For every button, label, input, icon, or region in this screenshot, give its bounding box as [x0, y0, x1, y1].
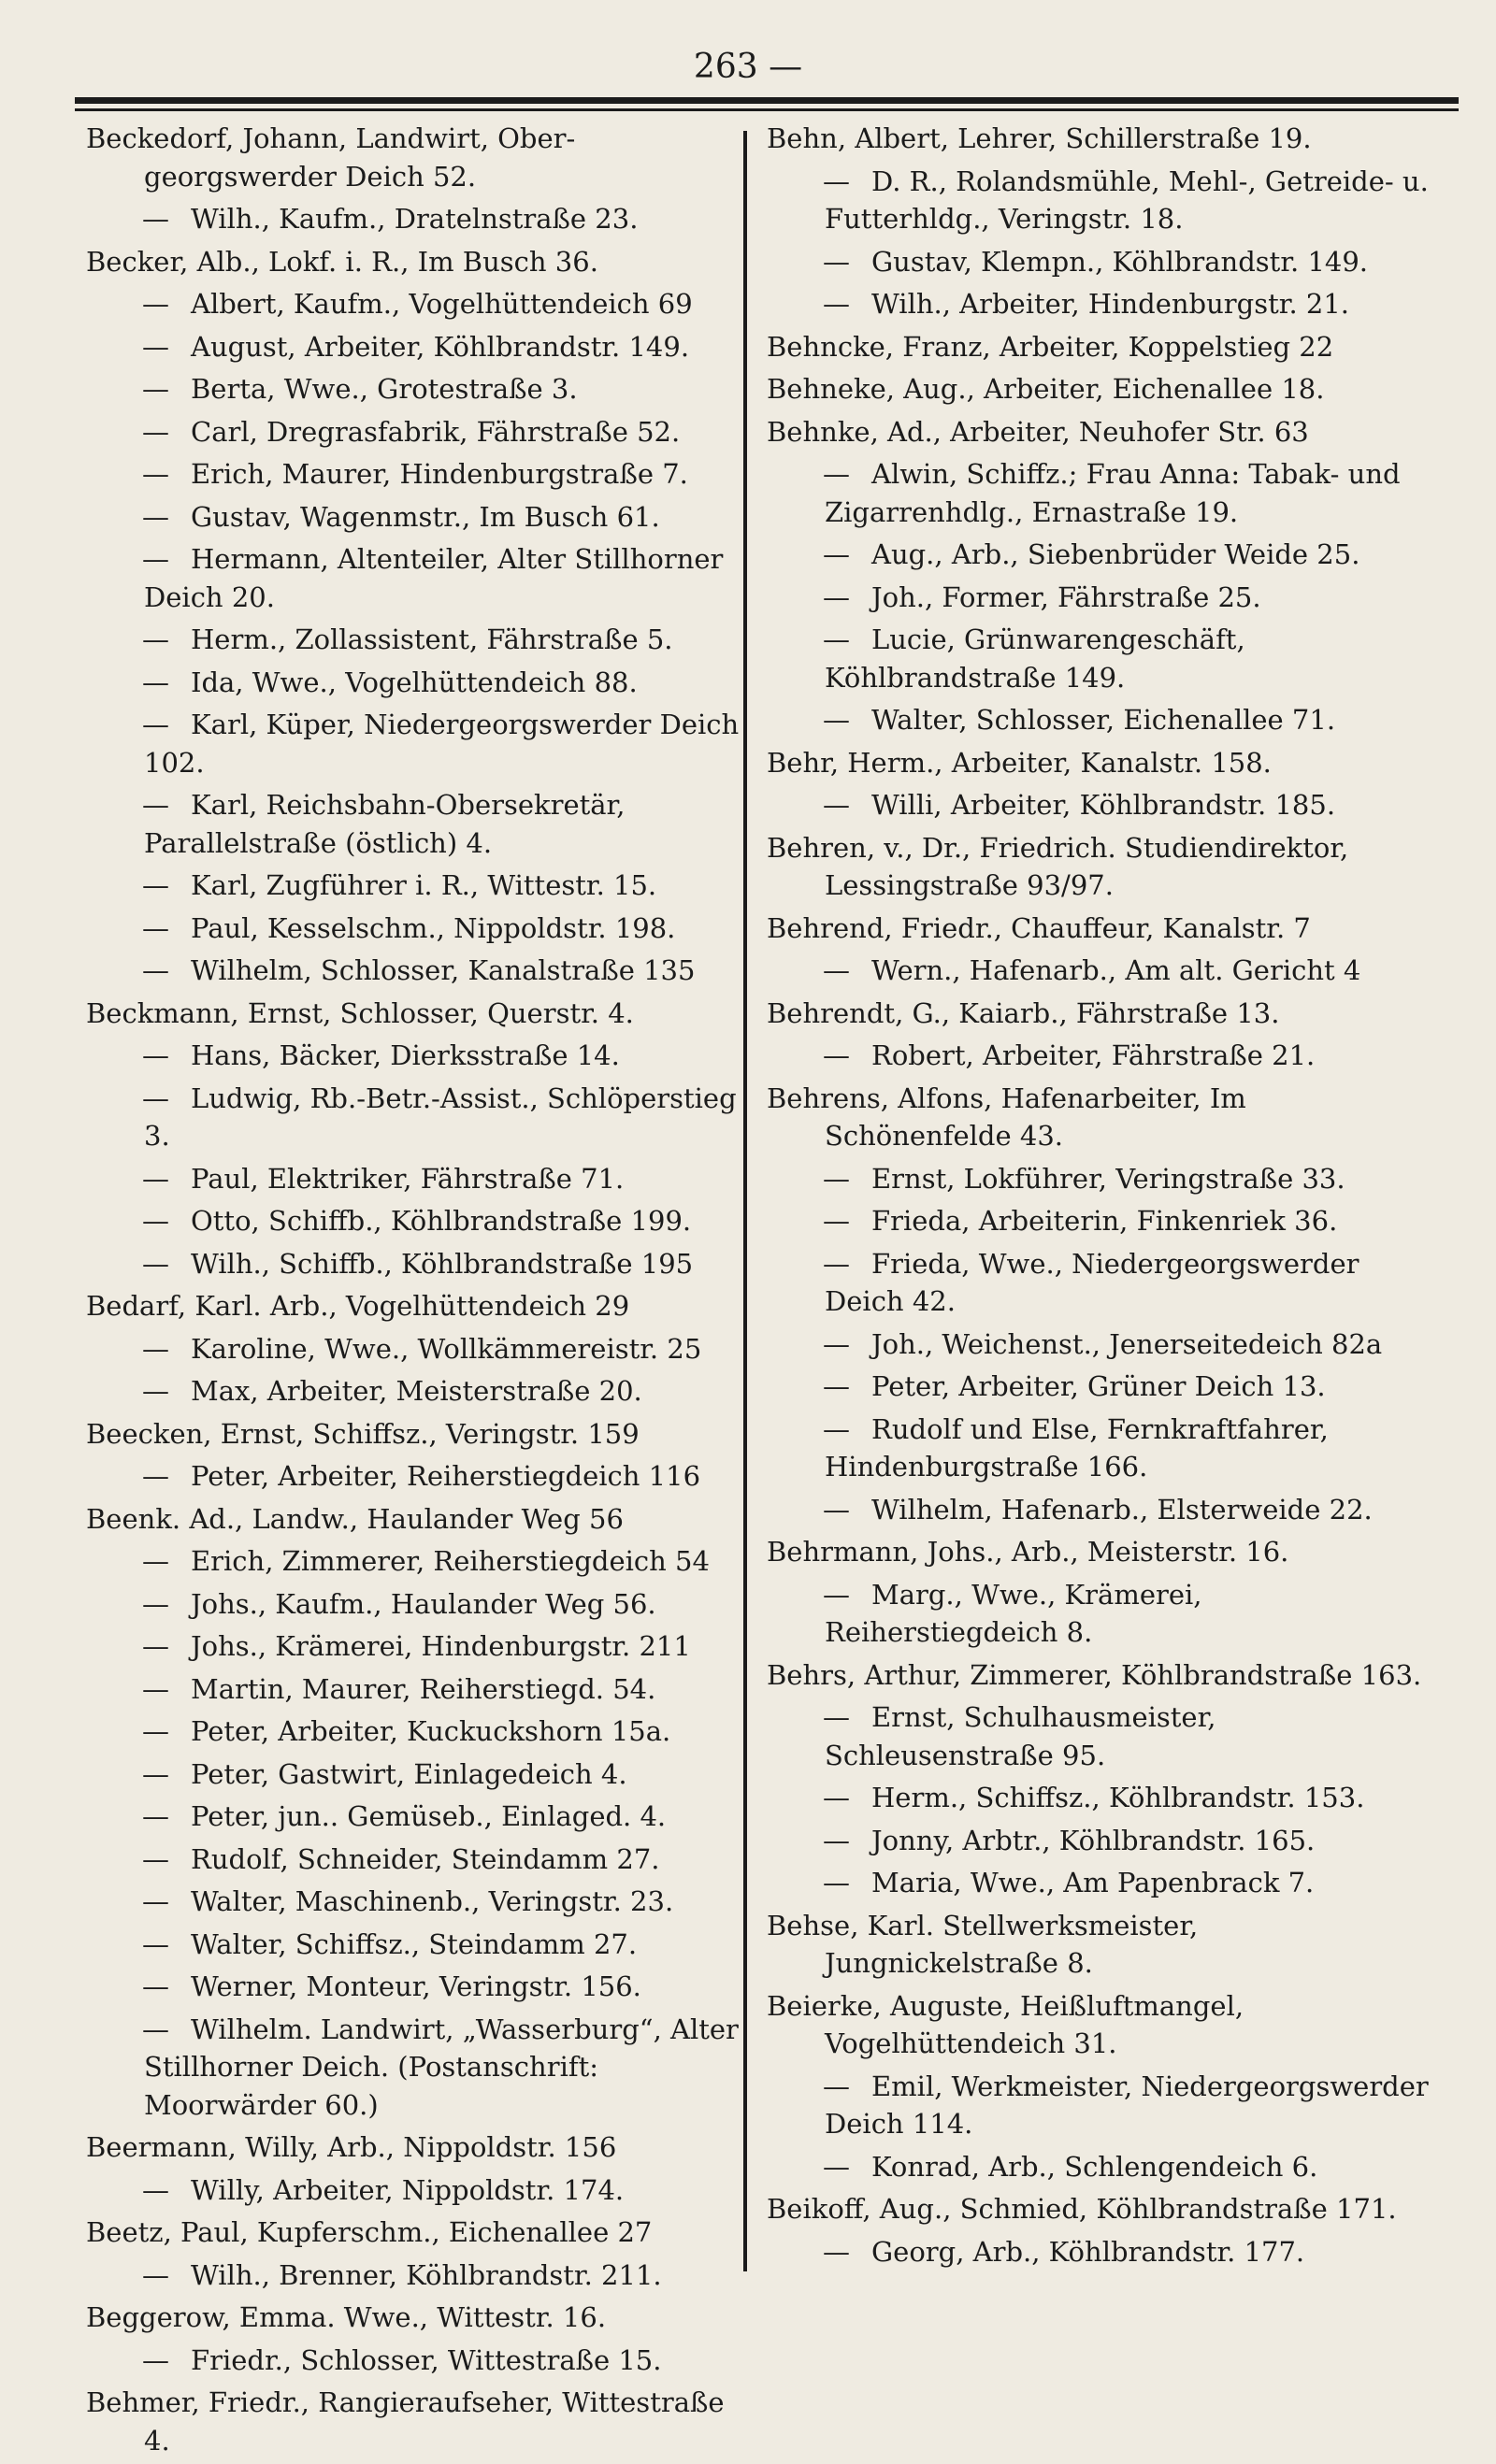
directory-entry — [767, 995, 1435, 1033]
repeat-dash: — — [142, 1082, 169, 1114]
entry-text: Behren, v., Dr., Friedrich. Studiendirektor, Lessingstraße 93/97. — [767, 831, 1349, 901]
entry-text: Joh., Weichenst., Jenerseitedeich 82a — [871, 1327, 1383, 1360]
repeat-dash: — — [142, 1800, 169, 1832]
repeat-dash: — — [823, 1782, 850, 1813]
entry-text: Karl, Küper, Niedergeorgswerder Deich 102. — [144, 709, 740, 779]
repeat-dash: — — [142, 2258, 169, 2291]
entry-text: Wilhelm, Schlosser, Kanalstraße 135 — [191, 954, 696, 986]
entry-text: Otto, Schiffb., Köhlbrandstraße 199. — [191, 1205, 692, 1237]
entry-text: Emil, Werkmeister, Niedergeorgswerder Deich 114. — [825, 2070, 1429, 2140]
repeat-dash: — — [142, 543, 169, 575]
entry-text: Marg., Wwe., Krämerei, Reiherstiegdeich 8. — [825, 1578, 1202, 1648]
repeat-dash: — — [823, 2235, 850, 2268]
repeat-dash: — — [142, 954, 169, 986]
repeat-dash: — — [823, 1327, 850, 1360]
directory-entry — [767, 1325, 1435, 1364]
directory-entry — [767, 1864, 1435, 1902]
directory-entry — [86, 1542, 755, 1581]
entry-text: Ludwig, Rb.-Betr.-Assist., Schlöperstieg 3. — [144, 1082, 737, 1152]
left-column — [86, 120, 755, 2464]
directory-entry — [767, 2148, 1435, 2186]
repeat-dash: — — [823, 1370, 850, 1402]
entry-text: Ernst, Schulhausmeister, Schleusenstraße 95. — [825, 1701, 1216, 1771]
entry-text: Peter, Arbeiter, Kuckuckshorn 15a. — [191, 1715, 671, 1747]
directory-entry — [86, 1670, 755, 1709]
directory-entry — [767, 910, 1435, 948]
entry-text: Wilhelm, Hafenarb., Elsterweide 22. — [871, 1493, 1373, 1526]
repeat-dash: — — [142, 2013, 169, 2045]
repeat-dash: — — [142, 458, 169, 490]
directory-entry — [767, 1656, 1435, 1695]
entry-text: Paul, Kesselschm., Nippoldstr. 198. — [191, 911, 676, 944]
entry-text: Ida, Wwe., Vogelhüttendeich 88. — [191, 666, 638, 698]
directory-entry — [86, 1755, 755, 1794]
entry-text: Peter, jun.. Gemüseb., Einlaged. 4. — [191, 1800, 667, 1832]
entry-text: Carl, Dregrasfabrik, Fährstraße 52. — [191, 415, 681, 448]
entry-text: Willi, Arbeiter, Köhlbrandstr. 185. — [871, 789, 1336, 821]
directory-entry — [767, 2233, 1435, 2271]
directory-entry — [86, 706, 755, 781]
entry-text: Robert, Arbeiter, Fährstraße 21. — [871, 1039, 1316, 1071]
entry-text: Wilh., Kaufm., Dratelnstraße 23. — [191, 203, 639, 235]
entry-text: Joh., Former, Fährstraße 25. — [871, 580, 1261, 613]
entry-text: Werner, Monteur, Veringstr. 156. — [191, 1970, 641, 2002]
repeat-dash: — — [142, 666, 169, 698]
entry-text: Beikoff, Aug., Schmied, Köhlbrandstraße 171. — [767, 2193, 1397, 2225]
entry-text: Wilh., Arbeiter, Hindenburgstr. 21. — [871, 288, 1349, 320]
directory-entry — [767, 1245, 1435, 1321]
entry-text: Georg, Arb., Köhlbrandstr. 177. — [871, 2235, 1305, 2268]
entry-text: Lucie, Grünwarengeschäft, Köhlbrandstraße 149. — [825, 623, 1245, 694]
entry-text: Alwin, Schiffz.; Frau Anna: Tabak- und Zigarrenhdlg., Ernastraße 19. — [825, 458, 1401, 528]
repeat-dash: — — [823, 1701, 850, 1733]
directory-entry — [767, 786, 1435, 824]
entry-text: Erich, Zimmerer, Reiherstiegdeich 54 — [191, 1545, 710, 1577]
entry-text: Becker, Alb., Lokf. i. R., Im Busch 36. — [86, 245, 598, 278]
entry-text: Frieda, Arbeiterin, Finkenriek 36. — [871, 1205, 1338, 1237]
entry-text: Rudolf und Else, Fernkraftfahrer, Hindenburgstraße 166. — [825, 1412, 1329, 1483]
entry-text: Behr, Herm., Arbeiter, Kanalstr. 158. — [767, 746, 1272, 779]
repeat-dash: — — [823, 1039, 850, 1071]
directory-entry — [767, 829, 1435, 905]
directory-entry — [767, 120, 1435, 158]
repeat-dash: — — [142, 330, 169, 363]
repeat-dash: — — [142, 623, 169, 655]
entry-text: Behrens, Alfons, Hafenarbeiter, Im Schönenfelde 43. — [767, 1082, 1246, 1152]
repeat-dash: — — [142, 1375, 169, 1407]
directory-entry — [86, 786, 755, 862]
directory-entry — [86, 455, 755, 494]
directory-entry — [767, 2190, 1435, 2228]
repeat-dash: — — [142, 1545, 169, 1577]
entry-text: Johs., Kaufm., Haulander Weg 56. — [191, 1587, 656, 1620]
header-rule-thick — [75, 97, 1459, 104]
repeat-dash: — — [142, 373, 169, 405]
entry-text: Max, Arbeiter, Meisterstraße 20. — [191, 1375, 642, 1407]
entry-text: Maria, Wwe., Am Papenbrack 7. — [871, 1867, 1315, 1898]
entry-text: Behrendt, G., Kaiarb., Fährstraße 13. — [767, 996, 1280, 1029]
repeat-dash: — — [823, 1162, 850, 1195]
directory-entry — [767, 1160, 1435, 1198]
entry-text: Wilhelm. Landwirt, „Wasserburg“, Alter Stillhorner Deich. (Postanschrift: Moorwärder 60.) — [144, 2013, 739, 2121]
repeat-dash: — — [142, 288, 169, 320]
entry-text: Wilh., Brenner, Köhlbrandstr. 211. — [191, 2258, 662, 2291]
page-number: 263 — — [693, 48, 803, 86]
directory-entry — [767, 1037, 1435, 1075]
directory-entry — [86, 1926, 755, 1964]
entry-text: Beckedorf, Johann, Landwirt, Ober-georgswerder Deich 52. — [86, 122, 576, 193]
entry-text: Bedarf, Karl. Arb., Vogelhüttendeich 29 — [86, 1290, 630, 1322]
directory-entry — [86, 1883, 755, 1921]
directory-entry — [767, 285, 1435, 323]
directory-entry — [86, 413, 755, 451]
directory-entry — [767, 536, 1435, 574]
directory-entry — [767, 455, 1435, 531]
directory-entry — [767, 701, 1435, 739]
directory-entry — [86, 2342, 755, 2380]
entry-text: Friedr., Schlosser, Wittestraße 15. — [191, 2343, 662, 2376]
directory-entry — [767, 1822, 1435, 1860]
repeat-dash: — — [823, 538, 850, 570]
directory-entry — [86, 243, 755, 281]
directory-entry — [86, 2384, 755, 2459]
entry-text: Johs., Krämerei, Hindenburgstr. 211 — [191, 1630, 691, 1662]
directory-entry — [767, 621, 1435, 696]
directory-entry — [767, 1533, 1435, 1571]
repeat-dash: — — [142, 1039, 169, 1071]
entry-text: Behnke, Ad., Arbeiter, Neuhofer Str. 63 — [767, 415, 1309, 448]
directory-entry — [86, 1585, 755, 1624]
entry-text: Beierke, Auguste, Heißluftmangel, Vogelhüttendeich 31. — [767, 1989, 1244, 2059]
repeat-dash: — — [823, 1412, 850, 1445]
directory-entry — [86, 1841, 755, 1879]
directory-entry — [86, 285, 755, 323]
directory-entry — [86, 1372, 755, 1411]
repeat-dash: — — [142, 1757, 169, 1790]
directory-entry — [86, 1968, 755, 2006]
entry-text: Peter, Arbeiter, Reiherstiegdeich 116 — [191, 1460, 701, 1492]
repeat-dash: — — [823, 1493, 850, 1526]
directory-entry — [86, 2299, 755, 2337]
entry-text: Walter, Maschinenb., Veringstr. 23. — [191, 1885, 674, 1917]
repeat-dash: — — [142, 500, 169, 533]
entry-text: Hans, Bäcker, Dierksstraße 14. — [191, 1039, 620, 1071]
repeat-dash: — — [823, 1824, 850, 1856]
repeat-dash: — — [142, 203, 169, 235]
directory-entry — [86, 2011, 755, 2125]
entry-text: Beckmann, Ernst, Schlosser, Querstr. 4. — [86, 996, 634, 1029]
repeat-dash: — — [823, 704, 850, 736]
header-rule-thin — [75, 108, 1459, 111]
entry-text: Herm., Schiffsz., Köhlbrandstr. 153. — [871, 1782, 1365, 1813]
entry-text: Beggerow, Emma. Wwe., Wittestr. 16. — [86, 2301, 607, 2333]
directory-entry — [767, 1907, 1435, 1983]
directory-entry — [86, 328, 755, 366]
repeat-dash: — — [142, 709, 169, 740]
entry-text: Hermann, Altenteiler, Alter Stillhorner Deich 20. — [144, 543, 724, 613]
repeat-dash: — — [142, 1162, 169, 1195]
directory-entry — [86, 1457, 755, 1496]
directory-entry — [767, 243, 1435, 281]
directory-entry — [86, 120, 755, 195]
entry-text: Beetz, Paul, Kupferschm., Eichenallee 27 — [86, 2216, 653, 2248]
entry-text: Gustav, Klempn., Köhlbrandstr. 149. — [871, 245, 1369, 278]
repeat-dash: — — [823, 580, 850, 613]
repeat-dash: — — [142, 1460, 169, 1492]
directory-entry — [86, 2256, 755, 2295]
entry-text: Peter, Arbeiter, Grüner Deich 13. — [871, 1370, 1326, 1402]
directory-entry — [86, 1627, 755, 1666]
directory-entry — [86, 867, 755, 905]
right-column — [767, 120, 1435, 2275]
directory-entry — [86, 621, 755, 659]
entry-text: Karoline, Wwe., Wollkämmereistr. 25 — [191, 1332, 702, 1365]
entry-text: Ernst, Lokführer, Veringstraße 33. — [871, 1162, 1345, 1195]
directory-entry — [86, 200, 755, 238]
directory-entry — [767, 1080, 1435, 1155]
entry-text: August, Arbeiter, Köhlbrandstr. 149. — [191, 330, 690, 363]
directory-entry — [767, 413, 1435, 451]
entry-text: Wilh., Schiffb., Köhlbrandstraße 195 — [191, 1247, 694, 1280]
repeat-dash: — — [142, 1247, 169, 1280]
directory-entry — [767, 579, 1435, 617]
directory-entry — [767, 1368, 1435, 1406]
directory-entry — [767, 2068, 1435, 2143]
entry-text: Beenk. Ad., Landw., Haulander Weg 56 — [86, 1502, 624, 1535]
directory-entry — [767, 1779, 1435, 1817]
repeat-dash: — — [823, 1867, 850, 1898]
repeat-dash: — — [142, 415, 169, 448]
directory-entry — [86, 995, 755, 1033]
directory-entry — [86, 2128, 755, 2167]
entry-text: Wern., Hafenarb., Am alt. Gericht 4 — [871, 954, 1361, 986]
entry-text: Walter, Schiffsz., Steindamm 27. — [191, 1927, 638, 1960]
repeat-dash: — — [823, 288, 850, 320]
directory-entry — [86, 1798, 755, 1836]
entry-text: Herm., Zollassistent, Fährstraße 5. — [191, 623, 673, 655]
directory-entry — [767, 328, 1435, 366]
entry-text: Peter, Gastwirt, Einlagedeich 4. — [191, 1757, 627, 1790]
repeat-dash: — — [142, 1205, 169, 1237]
repeat-dash: — — [142, 1970, 169, 2002]
directory-entry — [86, 952, 755, 990]
entry-text: Behmer, Friedr., Rangieraufseher, Wittestraße 4. — [86, 2386, 725, 2457]
entry-text: Behrs, Arthur, Zimmerer, Köhlbrandstraße 163. — [767, 1658, 1422, 1691]
repeat-dash: — — [823, 2150, 850, 2183]
directory-entry — [767, 1202, 1435, 1240]
directory-entry — [767, 744, 1435, 782]
entry-text: Erich, Maurer, Hindenburgstraße 7. — [191, 458, 688, 490]
repeat-dash: — — [823, 954, 850, 986]
directory-entry — [767, 1698, 1435, 1774]
directory-entry — [767, 1987, 1435, 2063]
directory-entry — [86, 664, 755, 702]
entry-text: Behrmann, Johs., Arb., Meisterstr. 16. — [767, 1536, 1289, 1568]
directory-entry — [86, 1287, 755, 1325]
directory-entry — [767, 1576, 1435, 1652]
directory-entry — [86, 1500, 755, 1539]
repeat-dash: — — [823, 165, 850, 197]
directory-entry — [86, 2213, 755, 2252]
entry-text: Konrad, Arb., Schlengendeich 6. — [871, 2150, 1318, 2183]
entry-text: Aug., Arb., Siebenbrüder Weide 25. — [871, 538, 1360, 570]
entry-text: Frieda, Wwe., Niedergeorgswerder Deich 42. — [825, 1247, 1359, 1317]
repeat-dash: — — [142, 911, 169, 944]
directory-entry — [767, 370, 1435, 408]
entry-text: Behneke, Aug., Arbeiter, Eichenallee 18. — [767, 373, 1325, 405]
directory-entry — [86, 1330, 755, 1368]
repeat-dash: — — [823, 789, 850, 821]
entry-text: Berta, Wwe., Grotestraße 3. — [191, 373, 578, 405]
entry-text: Martin, Maurer, Reiherstiegd. 54. — [191, 1672, 656, 1705]
directory-entry — [86, 1202, 755, 1240]
repeat-dash: — — [142, 1885, 169, 1917]
repeat-dash: — — [823, 458, 850, 490]
repeat-dash: — — [142, 1630, 169, 1662]
entry-text: Rudolf, Schneider, Steindamm 27. — [191, 1842, 660, 1875]
repeat-dash: — — [142, 1715, 169, 1747]
entry-text: D. R., Rolandsmühle, Mehl-, Getreide- u. Futterhldg., Veringstr. 18. — [825, 165, 1429, 235]
entry-text: Beermann, Willy, Arb., Nippoldstr. 156 — [86, 2131, 617, 2163]
directory-entry — [86, 2171, 755, 2210]
repeat-dash: — — [142, 1587, 169, 1620]
repeat-dash: — — [142, 2343, 169, 2376]
directory-entry — [86, 1415, 755, 1454]
repeat-dash: — — [823, 1205, 850, 1237]
directory-entry — [86, 498, 755, 537]
entry-text: Behrend, Friedr., Chauffeur, Kanalstr. 7 — [767, 911, 1311, 944]
directory-entry — [767, 1411, 1435, 1486]
repeat-dash: — — [823, 1247, 850, 1280]
entry-text: Gustav, Wagenmstr., Im Busch 61. — [191, 500, 660, 533]
repeat-dash: — — [142, 789, 169, 821]
repeat-dash: — — [142, 869, 169, 901]
directory-entry — [86, 1160, 755, 1198]
entry-text: Karl, Reichsbahn-Obersekretär, Parallelstraße (östlich) 4. — [144, 789, 626, 859]
directory-entry — [86, 370, 755, 408]
entry-text: Karl, Zugführer i. R., Wittestr. 15. — [191, 869, 657, 901]
directory-entry — [767, 1491, 1435, 1529]
entry-text: Jonny, Arbtr., Köhlbrandstr. 165. — [871, 1824, 1316, 1856]
directory-entry — [86, 540, 755, 616]
directory-entry — [86, 1245, 755, 1283]
entry-text: Behse, Karl. Stellwerksmeister, Jungnickelstraße 8. — [767, 1909, 1199, 1979]
directory-entry — [767, 952, 1435, 990]
repeat-dash: — — [823, 623, 850, 655]
repeat-dash: — — [823, 245, 850, 278]
entry-text: Behn, Albert, Lehrer, Schillerstraße 19. — [767, 122, 1312, 154]
entry-text: Albert, Kaufm., Vogelhüttendeich 69 — [191, 288, 693, 320]
repeat-dash: — — [823, 1578, 850, 1611]
directory-entry — [86, 1037, 755, 1075]
entry-text: Paul, Elektriker, Fährstraße 71. — [191, 1162, 625, 1195]
repeat-dash: — — [142, 1842, 169, 1875]
entry-text: Walter, Schlosser, Eichenallee 71. — [871, 704, 1336, 736]
directory-entry — [86, 1712, 755, 1751]
directory-entry — [86, 1080, 755, 1155]
directory-entry — [86, 910, 755, 948]
directory-entry — [767, 163, 1435, 238]
entry-text: Willy, Arbeiter, Nippoldstr. 174. — [191, 2173, 625, 2206]
entry-text: Behncke, Franz, Arbeiter, Koppelstieg 22 — [767, 330, 1334, 363]
repeat-dash: — — [823, 2070, 850, 2102]
repeat-dash: — — [142, 2173, 169, 2206]
repeat-dash: — — [142, 1332, 169, 1365]
repeat-dash: — — [142, 1927, 169, 1960]
repeat-dash: — — [142, 1672, 169, 1705]
entry-text: Beecken, Ernst, Schiffsz., Veringstr. 159 — [86, 1417, 640, 1450]
